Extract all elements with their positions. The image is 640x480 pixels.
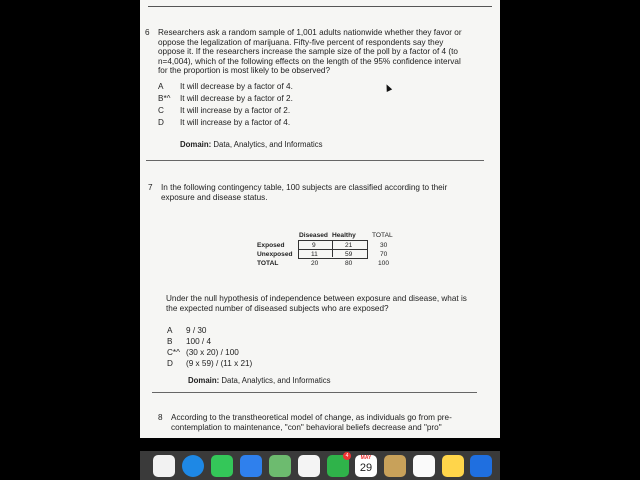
table-cell: 9 [312, 242, 316, 249]
question-line: oppose the legalization of marijuana. Fifty-five percent of respondents say they [158, 37, 444, 47]
domain-value: Data, Analytics, and Informatics [213, 140, 323, 149]
launchpad-icon[interactable] [153, 455, 175, 477]
option-text: 100 / 4 [186, 337, 212, 346]
top-divider [148, 6, 492, 7]
question-line: According to the transtheoretical model of change, as individuals go from pre- [171, 413, 452, 422]
domain-key: Domain: [180, 140, 212, 149]
calendar-day: 29 [359, 462, 373, 474]
option-text: It will increase by a factor of 4. [180, 118, 291, 127]
option-letter: C [158, 106, 164, 115]
option-text: (30 x 20) / 100 [186, 348, 239, 357]
question-line: Researchers ask a random sample of 1,001 adults nationwide whether they favor or [158, 28, 462, 37]
question-line: oppose it. If the researchers increase the sample size of the poll by a factor of 4 (to [158, 47, 458, 57]
option-letter: D [167, 359, 173, 368]
option-text: It will decrease by a factor of 2. [180, 94, 293, 103]
option-letter: B*^ [158, 94, 171, 103]
option-text: 9 / 30 [186, 326, 207, 335]
table-cell: 80 [345, 260, 353, 267]
safari-icon[interactable] [182, 455, 204, 477]
row-label: Unexposed [257, 251, 293, 258]
table-cell: 20 [311, 260, 319, 267]
question-number: 6 [145, 28, 150, 37]
facetime-badge: 4 [343, 452, 351, 460]
option-letter: B [167, 337, 173, 346]
question-number: 8 [158, 413, 163, 422]
option-text: (9 x 59) / (11 x 21) [186, 359, 253, 368]
domain-label-q6 [180, 140, 323, 149]
table-cell: 11 [311, 251, 318, 258]
calendar-month: MAY [360, 455, 372, 461]
photos-icon[interactable] [298, 455, 320, 477]
option-letter: A [158, 82, 164, 91]
messages-icon[interactable] [211, 455, 233, 477]
question-line: the expected number of diseased subjects who are exposed? [166, 303, 389, 313]
table-cell: 70 [380, 251, 388, 258]
contacts-icon[interactable] [384, 455, 406, 477]
option-text: It will increase by a factor of 2. [180, 106, 291, 115]
notes-icon[interactable] [442, 455, 464, 477]
question-line: for the proportion is most likely to be observed? [158, 66, 331, 76]
row-label: TOTAL [257, 260, 279, 267]
option-text: It will decrease by a factor of 4. [180, 82, 293, 91]
section-divider [152, 392, 477, 393]
domain-value: Data, Analytics, and Informatics [221, 376, 331, 385]
question-line: exposure and disease status. [161, 192, 268, 202]
maps-icon[interactable] [269, 455, 291, 477]
option-letter: A [167, 326, 173, 335]
reminders-icon[interactable] [413, 455, 435, 477]
table-header: Diseased [299, 232, 328, 239]
row-label: Exposed [257, 242, 285, 249]
question-text [161, 183, 447, 202]
domain-label-q7 [188, 376, 331, 385]
question-line: contemplation to maintenance, "con" behavioral beliefs decrease and "pro" [171, 422, 442, 432]
calendar-icon[interactable] [355, 455, 377, 477]
mail-icon[interactable] [240, 455, 262, 477]
table-header: TOTAL [372, 232, 393, 239]
table-header: Healthy [332, 232, 356, 239]
table-cell: 59 [345, 251, 353, 258]
question-line: Under the null hypothesis of independence between exposure and disease, what is [166, 294, 467, 303]
question-number: 7 [148, 183, 153, 192]
question-7-prompt [166, 294, 491, 313]
table-grid-line [298, 249, 367, 250]
option-letter: C*^ [167, 348, 180, 357]
freeform-icon[interactable] [470, 455, 492, 477]
exam-page [140, 0, 500, 438]
domain-key: Domain: [188, 376, 220, 385]
question-text [158, 28, 462, 76]
table-cell: 21 [345, 242, 353, 249]
option-letter: D [158, 118, 164, 127]
question-text [171, 413, 452, 432]
table-cell: 30 [380, 242, 388, 249]
table-cell: 100 [378, 260, 390, 267]
question-line: n=4,004), which of the following effects on the length of the 95% confidence interval [158, 56, 461, 66]
question-line: In the following contingency table, 100 subjects are classified according to their [161, 183, 448, 192]
section-divider [146, 160, 484, 161]
